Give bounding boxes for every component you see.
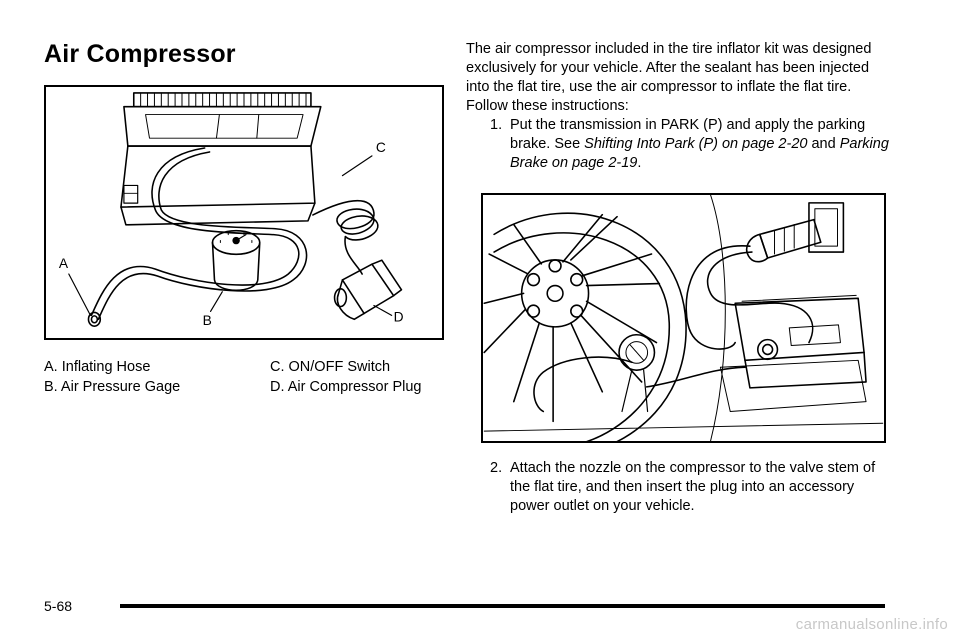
legend-item: A. Inflating Hose: [44, 359, 151, 375]
step-1: [466, 116, 896, 173]
tire-inflation-illustration: [481, 193, 886, 443]
link-shifting-into-park[interactable]: Shifting Into Park (P) on page 2-20: [584, 136, 808, 152]
page-number: 5-68: [44, 598, 73, 614]
section-title: Air Compressor: [44, 40, 236, 68]
legend-item: B. Air Pressure Gage: [44, 379, 181, 395]
step-1-end: .: [637, 155, 642, 171]
step-1-and: and: [811, 136, 836, 152]
callout-b: B: [202, 313, 212, 329]
watermark: carmanualsonline.info: [795, 616, 948, 633]
step-2-text: Attach the nozzle on the compressor to the valve stem of the flat tire, and then insert the plug into an accessory power outlet on your vehicle.: [510, 460, 876, 514]
legend-item: C. ON/OFF Switch: [270, 359, 391, 375]
air-compressor-illustration: [44, 85, 444, 340]
footer-divider: [120, 604, 885, 608]
callout-d: D: [393, 309, 404, 325]
callout-c: C: [375, 139, 386, 155]
instructions-column: [466, 40, 896, 173]
figure-legend: [44, 357, 454, 397]
link-parking-brake[interactable]: Parking Brake on page 2-19: [510, 136, 889, 171]
intro-paragraph: The air compressor included in the tire inflator kit was designed exclusively for your vehicle. After the sealant has been injected into the flat tire, use the air compressor to inflate the flat tire. Follow these instructions:: [466, 41, 872, 114]
step-1-text: Put the transmission in PARK (P) and apply the parking brake. See: [510, 117, 866, 152]
air-compressor-drawing: [46, 87, 442, 338]
tire-compressor-drawing: [483, 195, 884, 441]
legend-item: D. Air Compressor Plug: [270, 379, 422, 395]
callout-a: A: [58, 256, 69, 272]
step-number: 1.: [490, 117, 503, 133]
step-number: 2.: [490, 460, 503, 476]
step-2: [466, 459, 896, 516]
